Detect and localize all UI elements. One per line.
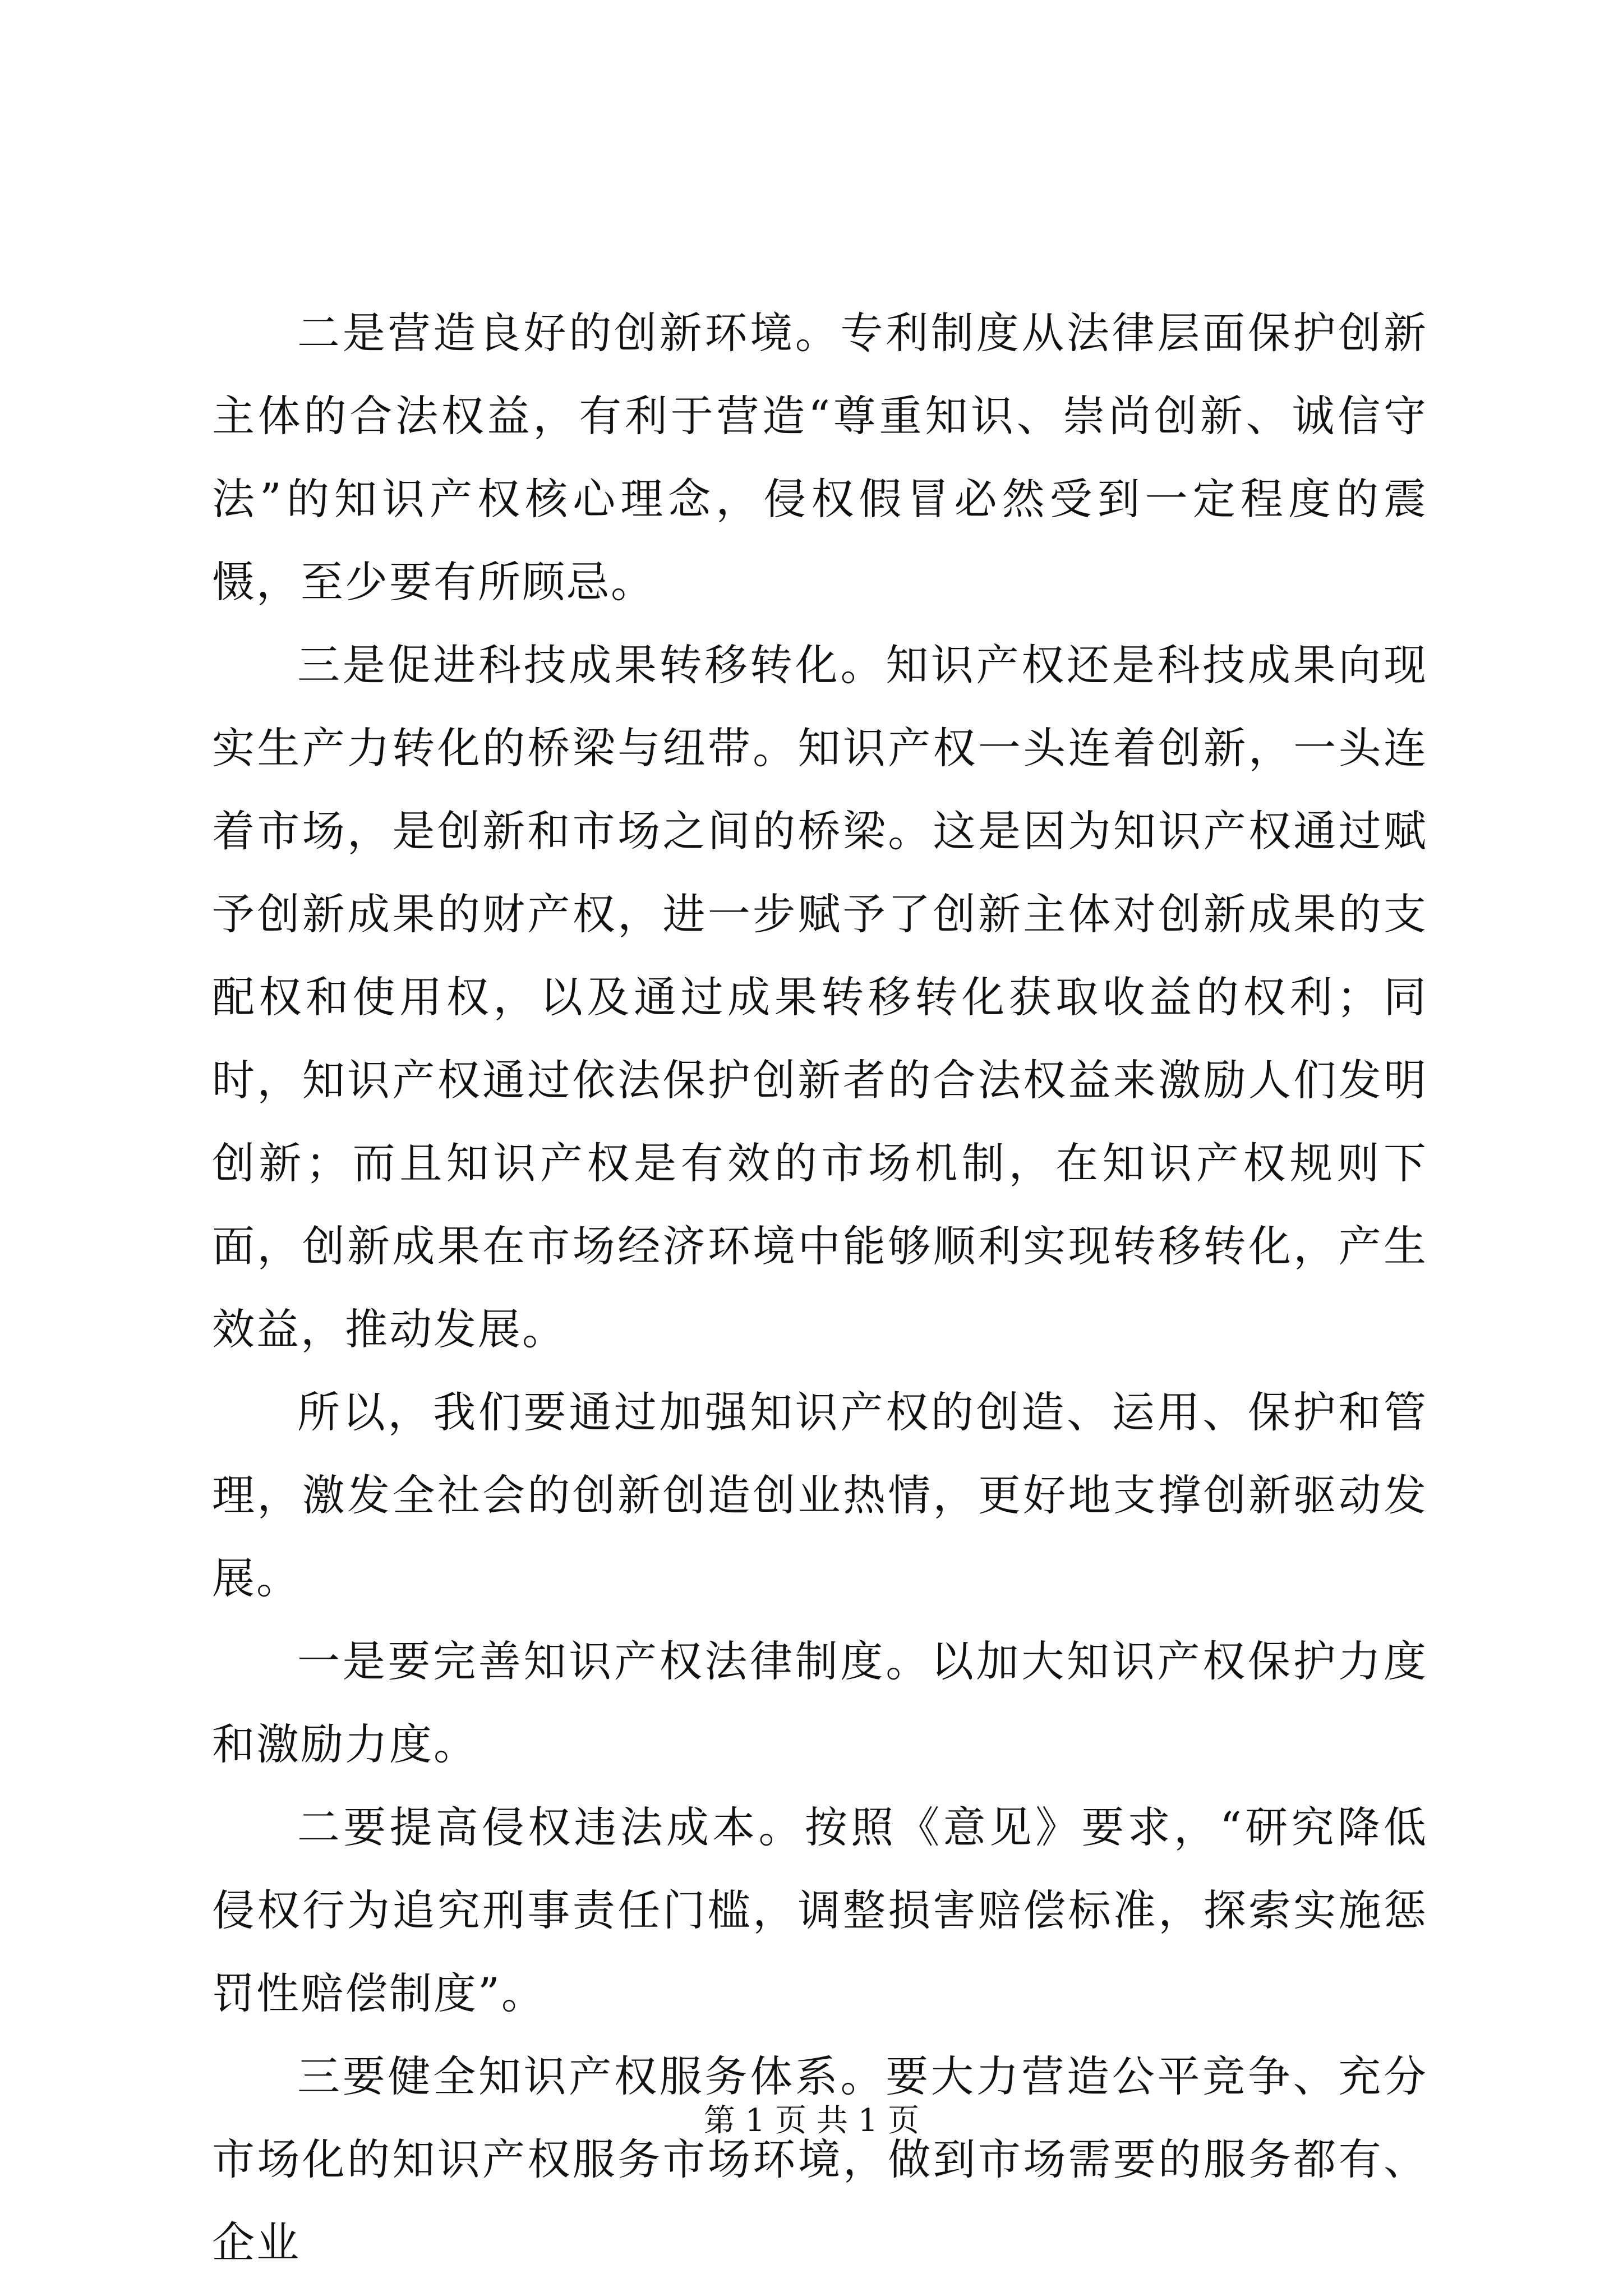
paragraph-5: 二要提高侵权违法成本。按照《意见》要求，“研究降低侵权行为追究刑事责任门槛，调整损害赔偿标准，探索实施惩罚性赔偿制度”。 bbox=[212, 1802, 1428, 2018]
paragraph-2: 三是促进科技成果转移转化。知识产权还是科技成果向现实生产力转化的桥梁与纽带。知识产权一头连着创新，一头连着市场，是创新和市场之间的桥梁。这是因为知识产权通过赋予创新成果的财产权，进一步赋予了创新主体对创新成果的支配权和使用权，以及通过成果转移转化获取收益的权利；同时，知识产权通过依法保护创新者的合法权益来激励人们发明创新；而且知识产权是有效的市场机制，在知识产权规则下面，创新成果在市场经济环境中能够顺利实现转移转化，产生效益，推动发展。 bbox=[212, 640, 1428, 1354]
document-body bbox=[212, 292, 1428, 2284]
paragraph-6: 三要健全知识产权服务体系。要大力营造公平竞争、充分市场化的知识产权服务市场环境，做到市场需要的服务都有、企业 bbox=[212, 2051, 1428, 2267]
paragraph-4: 一是要完善知识产权法律制度。以加大知识产权保护力度和激励力度。 bbox=[212, 1636, 1428, 1769]
paragraph-3: 所以，我们要通过加强知识产权的创造、运用、保护和管理，激发全社会的创新创造创业热情，更好地支撑创新驱动发展。 bbox=[212, 1387, 1428, 1603]
paragraph-1: 二是营造良好的创新环境。专利制度从法律层面保护创新主体的合法权益，有利于营造“尊重知识、崇尚创新、诚信守法”的知识产权核心理念，侵权假冒必然受到一定程度的震慑，至少要有所顾忌。 bbox=[212, 308, 1428, 607]
page-footer: 第 1 页 共 1 页 bbox=[703, 2102, 920, 2139]
